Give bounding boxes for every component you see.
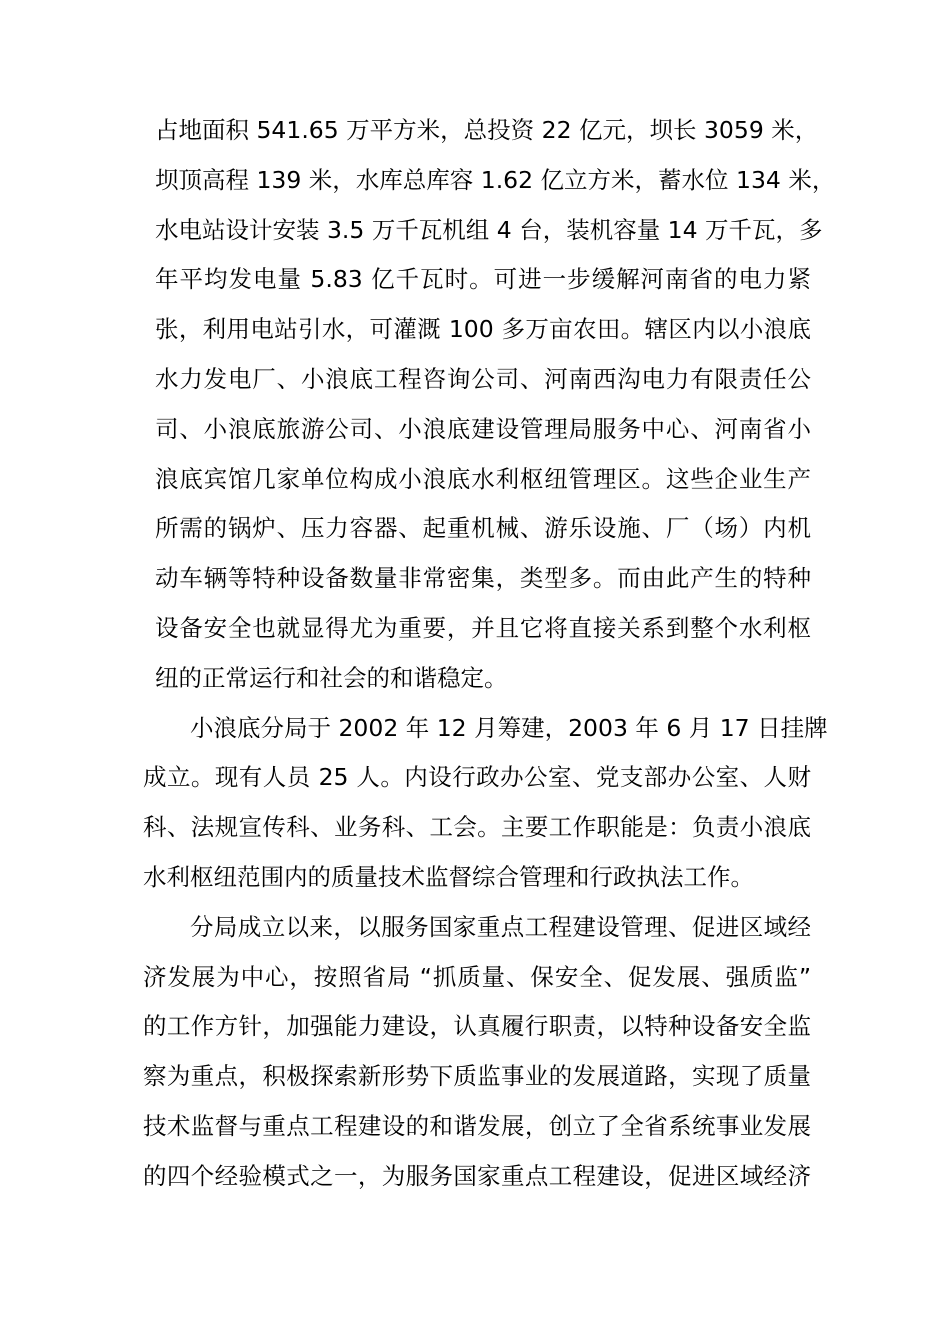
text-line: 司、小浪底旅游公司、小浪底建设管理局服务中心、河南省小 xyxy=(155,414,811,443)
text-line: 察为重点，积极探索新形势下质监事业的发展道路，实现了质量 xyxy=(143,1062,811,1091)
text-line: 所需的锅炉、压力容器、起重机械、游乐设施、厂（场）内机 xyxy=(155,514,811,543)
text-line: 水利枢纽范围内的质量技术监督综合管理和行政执法工作。 xyxy=(143,862,754,891)
text-line: 小浪底分局于 2002 年 12 月筹建，2003 年 6 月 17 日挂牌 xyxy=(190,713,828,742)
text-line: 水电站设计安装 3.5 万千瓦机组 4 台，装机容量 14 万千瓦，多 xyxy=(155,215,823,244)
text-line: 的四个经验模式之一，为服务国家重点工程建设，促进区域经济 xyxy=(143,1161,811,1190)
text-line: 分局成立以来，以服务国家重点工程建设管理、促进区域经 xyxy=(190,912,811,941)
text-line: 纽的正常运行和社会的和谐稳定。 xyxy=(155,663,508,692)
text-line: 的工作方针，加强能力建设，认真履行职责，以特种设备安全监 xyxy=(143,1012,811,1041)
document-body xyxy=(143,106,836,1202)
text-line: 济发展为中心，按照省局 “抓质量、保安全、促发展、强质监” xyxy=(143,962,811,991)
text-line: 设备安全也就显得尤为重要，并且它将直接关系到整个水利枢 xyxy=(155,613,811,642)
paragraph-branch-achievements xyxy=(143,903,811,1202)
text-line: 浪底宾馆几家单位构成小浪底水利枢纽管理区。这些企业生产 xyxy=(155,464,811,493)
text-line: 成立。现有人员 25 人。内设行政办公室、党支部办公室、人财 xyxy=(143,763,811,792)
text-line: 科、法规宣传科、业务科、工会。主要工作职能是：负责小浪底 xyxy=(143,813,811,842)
text-line: 年平均发电量 5.83 亿千瓦时。可进一步缓解河南省的电力紧 xyxy=(155,265,811,294)
text-line: 坝顶高程 139 米，水库总库容 1.62 亿立方米，蓄水位 134 米， xyxy=(155,165,836,194)
text-line: 张，利用电站引水，可灌溉 100 多万亩农田。辖区内以小浪底 xyxy=(155,315,811,344)
paragraph-branch-establishment xyxy=(143,704,828,903)
text-line: 水力发电厂、小浪底工程咨询公司、河南西沟电力有限责任公 xyxy=(155,364,811,393)
text-line: 动车辆等特种设备数量非常密集，类型多。而由此产生的特种 xyxy=(155,564,811,593)
text-line: 占地面积 541.65 万平方米，总投资 22 亿元，坝长 3059 米， xyxy=(155,116,819,144)
paragraph-project-overview xyxy=(143,106,836,704)
text-line: 技术监督与重点工程建设的和谐发展，创立了全省系统事业发展 xyxy=(143,1111,811,1140)
